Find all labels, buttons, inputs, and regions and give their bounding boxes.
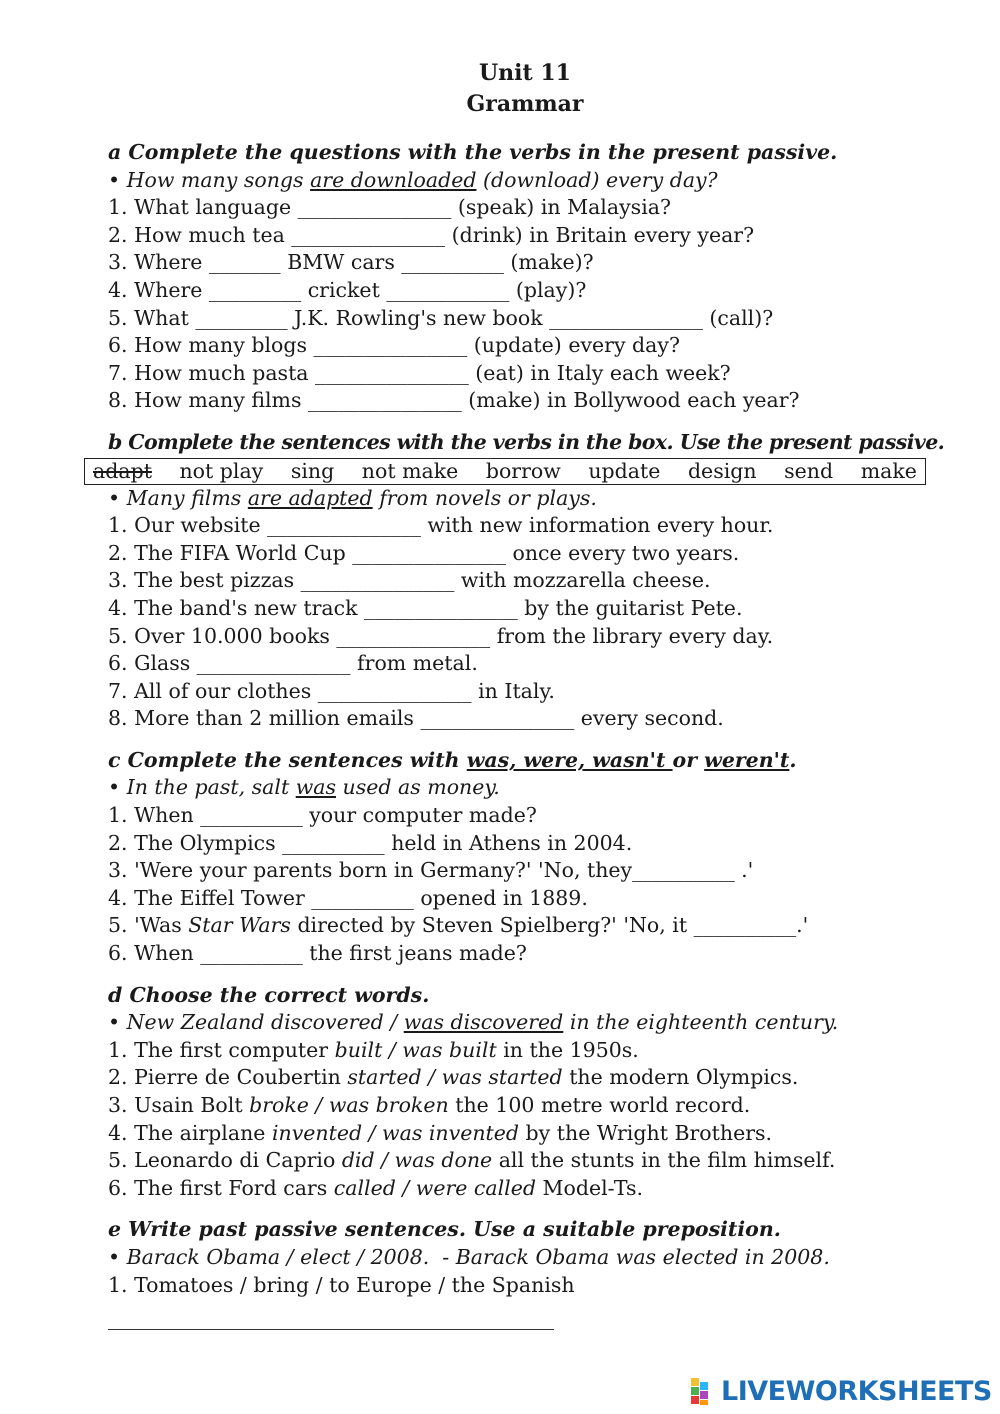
word-box <box>84 458 926 485</box>
question-item[interactable]: 3. Where _______ BMW cars __________ (make)? <box>108 250 594 275</box>
item-text: 5. 'Was <box>108 913 189 938</box>
heading-text: or <box>672 747 705 772</box>
section-d <box>108 982 938 1203</box>
item-choice[interactable]: built / was built <box>334 1037 497 1062</box>
section-b <box>93 429 945 733</box>
question-item[interactable]: 2. How much tea _______________ (drink) in Britain every year? <box>108 222 755 247</box>
item-choice[interactable]: invented / was invented <box>271 1120 520 1145</box>
question-item[interactable]: 2. The Olympics __________ held in Athens in 2004. <box>108 830 633 855</box>
example-text: • New Zealand discovered / <box>108 1010 404 1035</box>
word-box-item: not play <box>179 459 264 484</box>
section-c <box>108 747 938 968</box>
word-box-item: borrow <box>485 459 561 484</box>
question-item[interactable]: 5. Over 10.000 books _______________ from the library every day. <box>108 623 774 648</box>
question-item[interactable]: 1. Our website _______________ with new information every hour. <box>108 513 774 538</box>
question-item[interactable] <box>108 1037 938 1065</box>
item-text: Model-Ts. <box>536 1175 644 1200</box>
title-block <box>0 58 1000 120</box>
item-text: directed by Steven Spielberg?' 'No, it __________.' <box>290 913 809 938</box>
question-item[interactable] <box>108 1120 938 1148</box>
example-text: used as money. <box>336 775 500 800</box>
section-d-heading: d Choose the correct words. <box>108 982 430 1007</box>
question-item[interactable]: 6. When __________ the first jeans made? <box>108 941 527 966</box>
item-text: the modern Olympics. <box>562 1065 799 1090</box>
question-item[interactable]: 4. Where _________ cricket ____________ (play)? <box>108 277 587 302</box>
section-a-heading: a Complete the questions with the verbs in the present passive. <box>108 140 838 164</box>
word-box-item: adapt <box>93 459 152 484</box>
unit-title: Unit 11 <box>479 60 571 86</box>
question-item[interactable] <box>108 1092 938 1120</box>
section-a-example <box>108 167 938 195</box>
example-text: • In the past, salt <box>108 775 296 800</box>
section-e-example: • Barack Obama / elect / 2008. - Barack Obama was elected in 2008. <box>108 1244 830 1269</box>
example-text: • Many films <box>108 485 248 510</box>
page-title: Grammar <box>466 91 584 117</box>
question-item[interactable] <box>108 1147 938 1175</box>
heading-text: weren't <box>704 747 790 772</box>
worksheet <box>93 58 945 1330</box>
question-item[interactable]: 7. How much pasta _______________ (eat) in Italy each week? <box>108 360 731 385</box>
example-answer: are adapted <box>247 485 373 510</box>
example-answer: was discovered <box>403 1010 564 1035</box>
question-item[interactable]: 8. More than 2 million emails _______________ every second. <box>108 706 724 731</box>
item-text: 6. The first Ford cars <box>108 1175 334 1200</box>
example-text: in the eighteenth century. <box>563 1010 839 1035</box>
item-text: 1. The first computer <box>108 1037 335 1062</box>
section-a <box>108 139 938 415</box>
heading-text: . <box>789 747 797 772</box>
answer-line[interactable] <box>108 1329 554 1330</box>
item-title: Star Wars <box>188 913 291 938</box>
liveworksheets-logo <box>690 1373 992 1409</box>
example-text: • How many songs <box>108 167 311 192</box>
example-text: (download) every day? <box>476 167 718 192</box>
item-text: in the 1950s. <box>496 1037 639 1062</box>
item-choice[interactable]: did / was done <box>341 1148 493 1173</box>
question-item[interactable]: 7. All of our clothes _______________ in Italy. <box>108 678 555 703</box>
item-choice[interactable]: started / was started <box>347 1065 563 1090</box>
question-item[interactable] <box>108 1175 938 1203</box>
question-item[interactable]: 3. 'Were your parents born in Germany?' 'No, they__________ .' <box>108 858 754 883</box>
example-text: from novels or plays. <box>372 485 597 510</box>
item-text: 3. Usain Bolt <box>108 1093 250 1117</box>
word-box-item: update <box>588 459 661 484</box>
word-box-item: not make <box>361 459 459 484</box>
item-choice[interactable]: broke / was broken <box>249 1093 449 1117</box>
section-d-example <box>108 1009 938 1037</box>
item-text: 4. The airplane <box>108 1120 272 1145</box>
question-item[interactable]: 1. When __________ your computer made? <box>108 803 537 828</box>
item-text: by the Wright Brothers. <box>519 1120 773 1145</box>
question-item[interactable]: 2. The FIFA World Cup _______________ once every two years. <box>108 540 740 565</box>
question-item[interactable]: 6. How many blogs _______________ (update) every day? <box>108 333 680 358</box>
section-e-heading: e Write past passive sentences. Use a suitable preposition. <box>108 1217 781 1242</box>
question-item: 1. Tomatoes / bring / to Europe / the Spanish <box>108 1272 575 1297</box>
example-answer: was <box>295 775 336 800</box>
heading-text: was, were, wasn't <box>466 747 673 772</box>
question-item[interactable]: 8. How many films _______________ (make) in Bollywood each year? <box>108 388 800 413</box>
word-box-item: send <box>784 459 834 484</box>
logo-icon <box>690 1376 718 1406</box>
section-b-heading: b Complete the sentences with the verbs in the box. Use the present passive. <box>108 429 945 454</box>
question-item[interactable]: 4. The Eiffel Tower __________ opened in 1889. <box>108 885 588 910</box>
question-item[interactable]: 3. The best pizzas _______________ with mozzarella cheese. <box>108 568 711 593</box>
item-text: 2. Pierre de Coubertin <box>108 1065 348 1090</box>
question-item[interactable]: 4. The band's new track _______________ by the guitarist Pete. <box>108 595 743 620</box>
section-c-example <box>108 774 938 802</box>
section-b-example <box>108 485 938 513</box>
logo-text: LIVEWORKSHEETS <box>721 1375 992 1407</box>
question-item[interactable]: 1. What language _______________ (speak) in Malaysia? <box>108 195 671 220</box>
item-text: the 100 metre world record. <box>448 1093 751 1117</box>
item-text: 5. Leonardo di Caprio <box>108 1148 342 1173</box>
question-item[interactable] <box>108 912 938 940</box>
item-choice[interactable]: called / were called <box>333 1175 536 1200</box>
heading-text: c Complete the sentences with <box>108 747 467 772</box>
word-box-item: design <box>687 459 757 484</box>
section-e <box>108 1216 938 1330</box>
section-c-heading <box>108 747 938 775</box>
example-answer: are downloaded <box>310 167 477 192</box>
word-box-item: make <box>860 459 917 484</box>
question-item[interactable] <box>108 1064 938 1092</box>
word-box-item: sing <box>290 459 335 484</box>
question-item[interactable]: 5. What _________ J.K. Rowling's new book _______________ (call)? <box>108 305 774 330</box>
item-text: all the stunts in the film himself. <box>492 1148 836 1173</box>
question-item[interactable]: 6. Glass _______________ from metal. <box>108 651 478 676</box>
